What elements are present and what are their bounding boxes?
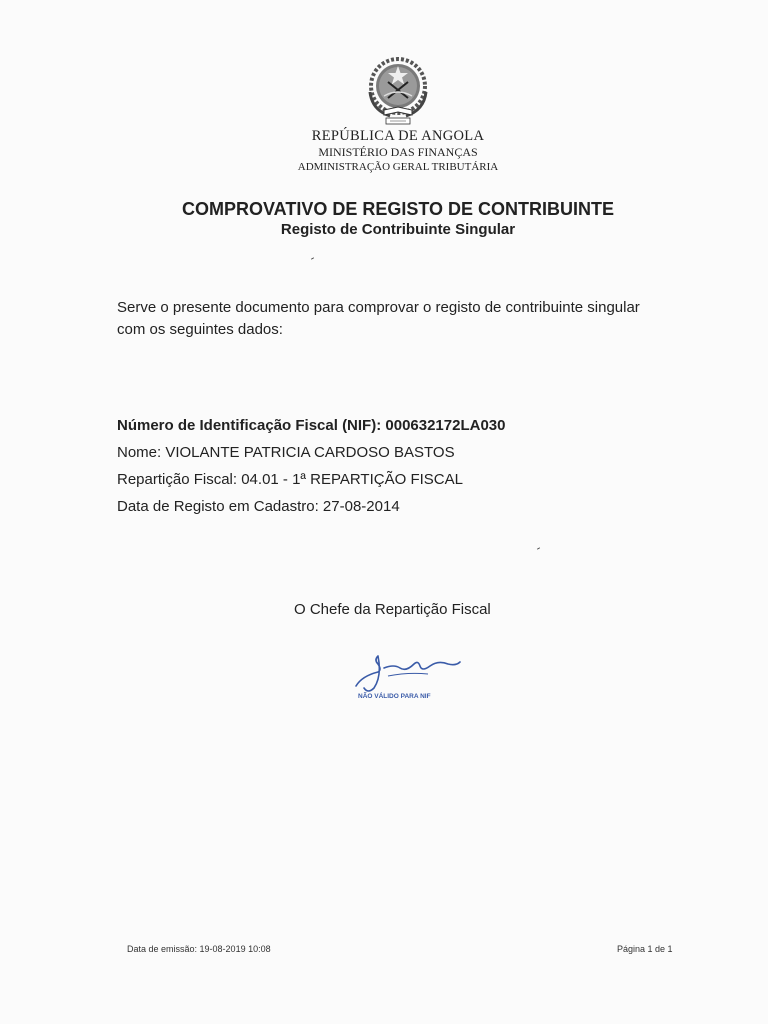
document-title: COMPROVATIVO DE REGISTO DE CONTRIBUINTE bbox=[181, 199, 615, 219]
document-subtitle: Registo de Contribuinte Singular bbox=[280, 221, 516, 238]
ministry-name: MINISTÉRIO DAS FINANÇAS bbox=[318, 145, 478, 159]
signature-stamp bbox=[348, 646, 468, 702]
stamp-text: NÃO VÁLIDO PARA NIF bbox=[358, 693, 431, 700]
agency-name: ADMINISTRAÇÃO GERAL TRIBUTÁRIA bbox=[297, 161, 499, 173]
signatory-role: O Chefe da Repartição Fiscal bbox=[294, 601, 491, 618]
page-number: Página 1 de 1 bbox=[617, 944, 673, 954]
name-field: Nome: VIOLANTE PATRICIA CARDOSO BASTOS bbox=[117, 444, 455, 461]
registration-date-field: Data de Registo em Cadastro: 27-08-2014 bbox=[117, 498, 400, 515]
intro-line-2: com os seguintes dados: bbox=[117, 321, 283, 338]
intro-line-1: Serve o presente documento para comprovar o registo de contribuinte singular bbox=[117, 299, 640, 316]
angola-coat-of-arms-icon bbox=[360, 52, 436, 128]
emission-date: Data de emissão: 19-08-2019 10:08 bbox=[127, 944, 271, 954]
scan-speck bbox=[311, 257, 314, 259]
document-title-block bbox=[0, 198, 768, 239]
government-header bbox=[0, 128, 768, 174]
intro-paragraph bbox=[117, 297, 717, 341]
nif-field: Número de Identificação Fiscal (NIF): 000632172LA030 bbox=[117, 417, 506, 434]
scan-speck bbox=[537, 547, 540, 549]
taxpayer-fields bbox=[117, 412, 717, 520]
tax-office-field: Repartição Fiscal: 04.01 - 1ª REPARTIÇÃO FISCAL bbox=[117, 471, 463, 488]
country-name: REPÚBLICA DE ANGOLA bbox=[311, 128, 485, 144]
